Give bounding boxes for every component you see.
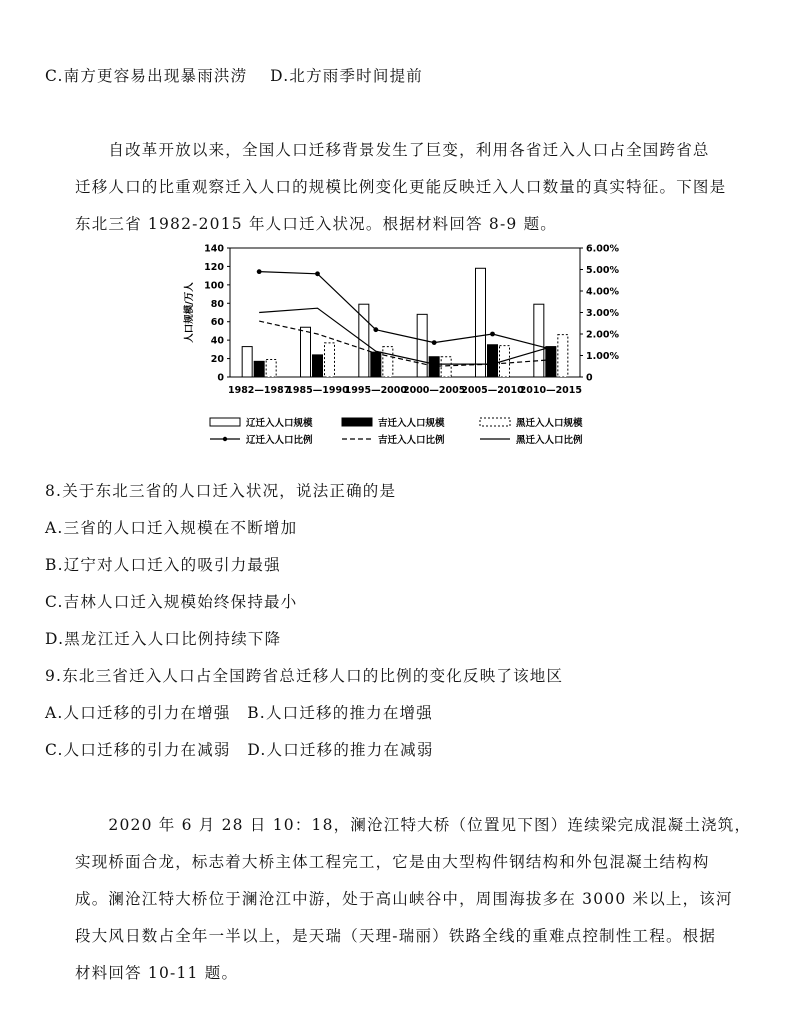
text-line-bridge-5: 材料回答 10-11 题。 <box>75 964 239 982</box>
x-tick-label: 2005—2010 <box>461 385 524 396</box>
y2-tick-label: 4.00% <box>586 286 619 298</box>
y-tick-label: 40 <box>210 335 224 347</box>
text-line-option-cd: C.南方更容易出现暴雨洪涝 D.北方雨季时间提前 <box>45 67 423 85</box>
legend-swatch <box>342 418 372 426</box>
bar-liao <box>534 304 544 377</box>
x-tick-label: 1985—1990 <box>286 385 349 396</box>
y2-tick-label: 6.00% <box>586 243 619 255</box>
y-tick-label: 140 <box>204 243 224 255</box>
bar-ji <box>488 345 498 377</box>
y-tick-label: 60 <box>210 317 224 329</box>
question-8-option-c: C.吉林人口迁入规模始终保持最小 <box>45 593 298 611</box>
question-9: 9.东北三省迁入人口占全国跨省总迁移人口的比例的变化反映了该地区 <box>45 667 564 685</box>
text-line-bridge-4: 段大风日数占全年一半以上，是天瑞（天理-瑞丽）铁路全线的重难点控制性工程。根据 <box>75 927 717 945</box>
text-line-intro-1: 自改革开放以来，全国人口迁移背景发生了巨变，利用各省迁入人口占全国跨省总 <box>75 141 710 159</box>
text-line-bridge-2: 实现桥面合龙，标志着大桥主体工程完工，它是由大型构件钢结构和外包混凝土结构构 <box>75 853 710 871</box>
legend-label: 黑迁入人口比例 <box>516 435 583 446</box>
y-tick-label: 80 <box>210 298 224 310</box>
bar-hei <box>558 335 568 377</box>
bar-ji <box>429 357 439 377</box>
migration-chart <box>180 236 620 450</box>
y2-tick-label: 5.00% <box>586 265 619 276</box>
x-tick-label: 2010—2015 <box>519 385 583 396</box>
question-8-option-b: B.辽宁对人口迁入的吸引力最强 <box>45 556 281 574</box>
y2-tick-label: 3.00% <box>586 308 619 319</box>
bar-ji <box>313 355 323 377</box>
legend-marker <box>223 437 227 441</box>
bar-liao <box>301 327 311 377</box>
bar-hei <box>383 347 393 377</box>
text-line-bridge-1: 2020 年 6 月 28 日 10：18，澜沧江特大桥（位置见下图）连续梁完成混凝土浇筑， <box>75 816 752 834</box>
bar-liao <box>242 347 252 377</box>
y-tick-label: 20 <box>210 354 224 366</box>
y-tick-label: 100 <box>204 280 224 292</box>
legend-label: 辽迁入人口规模 <box>246 418 313 429</box>
x-tick-label: 2000—2005 <box>402 385 466 396</box>
text-line-bridge-3: 成。澜沧江特大桥位于澜沧江中游，处于高山峡谷中，周围海拔多在 3000 米以上，该河 <box>75 890 733 908</box>
y-tick-label: 0 <box>217 372 224 384</box>
bar-hei <box>325 343 335 377</box>
question-8-option-a: A.三省的人口迁入规模在不断增加 <box>45 519 298 537</box>
legend-label: 吉迁入人口规模 <box>378 418 445 429</box>
x-tick-label: 1995—2000 <box>344 385 408 396</box>
y2-tick-label: 0 <box>586 372 593 384</box>
bar-ji <box>254 361 264 377</box>
bar-hei <box>266 359 276 377</box>
y2-tick-label: 2.00% <box>586 329 619 341</box>
legend-swatch <box>480 418 510 426</box>
question-9-options-cd: C.人口迁移的引力在减弱 D.人口迁移的推力在减弱 <box>45 741 434 759</box>
legend-label: 吉迁入人口比例 <box>378 435 445 446</box>
question-9-options-ab: A.人口迁移的引力在增强 B.人口迁移的推力在增强 <box>45 704 433 722</box>
question-8: 8.关于东北三省的人口迁入状况，说法正确的是 <box>45 482 397 500</box>
x-tick-label: 1982—1987 <box>227 385 291 396</box>
line-point-liao <box>315 271 320 276</box>
bar-liao <box>417 314 427 377</box>
bar-liao <box>476 268 486 377</box>
legend-label: 辽迁入人口比例 <box>246 435 313 446</box>
bar-hei <box>441 357 451 377</box>
text-line-intro-2: 迁移人口的比重观察迁入人口的规模比例变化更能反映迁入人口数量的真实特征。下图是 <box>75 178 727 196</box>
bar-ji <box>371 352 381 377</box>
line-point-liao <box>257 269 262 274</box>
line-point-liao <box>432 340 437 345</box>
text-line-intro-3: 东北三省 1982-2015 年人口迁入状况。根据材料回答 8-9 题。 <box>75 215 557 233</box>
y2-tick-label: 1.00% <box>586 351 619 362</box>
y-axis-label: 人口规模/万人 <box>184 282 195 343</box>
line-point-liao <box>373 327 378 332</box>
line-point-liao <box>490 332 495 337</box>
legend-swatch <box>210 418 240 426</box>
legend-label: 黑迁入人口规模 <box>516 418 583 429</box>
y-tick-label: 120 <box>204 261 224 273</box>
question-8-option-d: D.黑龙江迁入人口比例持续下降 <box>45 630 282 648</box>
